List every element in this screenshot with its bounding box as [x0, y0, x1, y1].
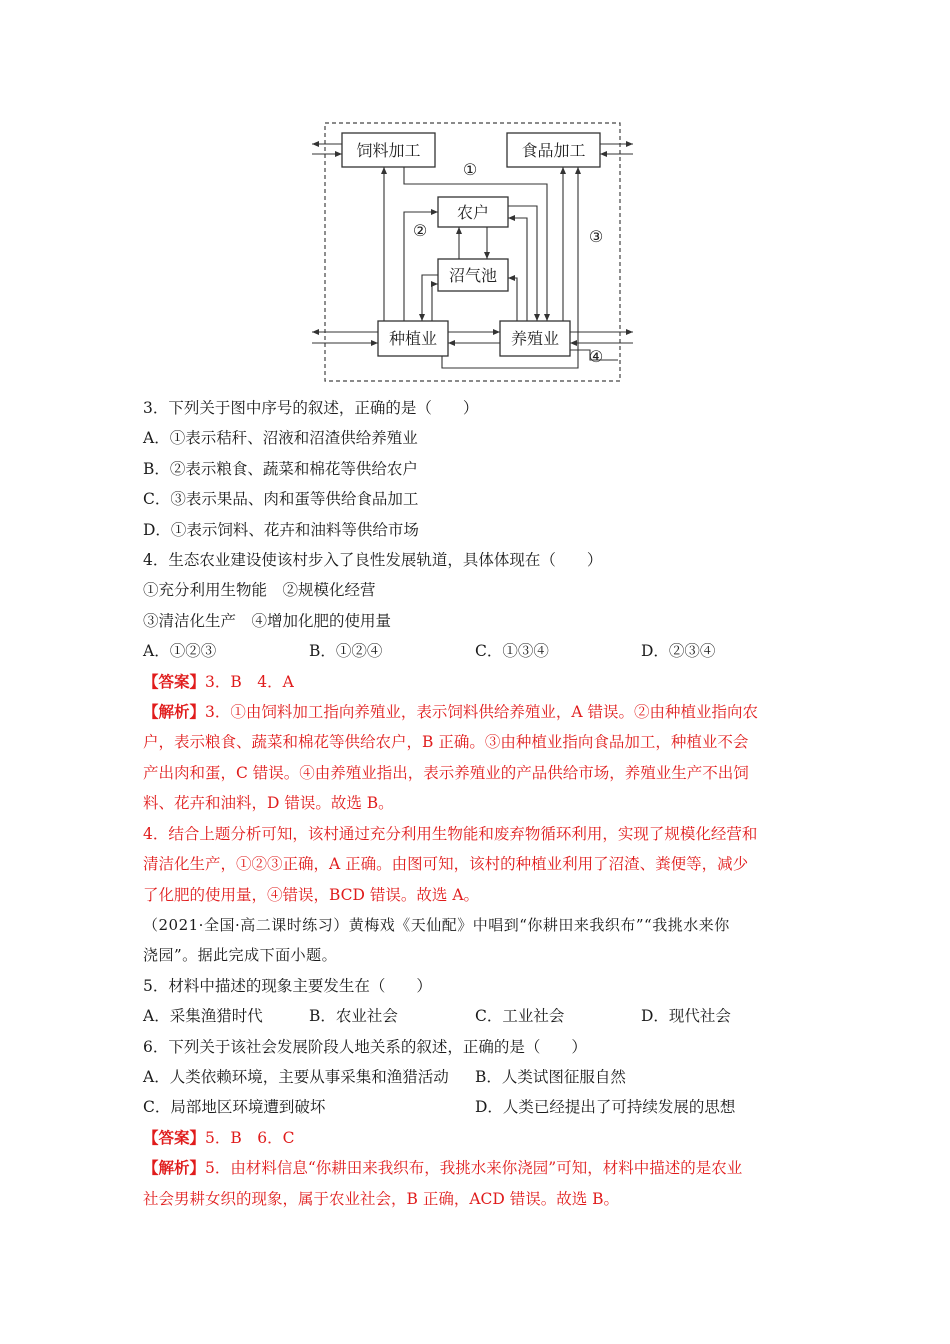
- analysis-3-line-4: 料、花卉和油料，D 错误。故选 B。: [143, 794, 394, 813]
- marker-4: ④: [588, 347, 604, 366]
- analysis-tag-2: 【解析】: [143, 1158, 206, 1178]
- q6-option-a: A．人类依赖环境，主要从事采集和渔猎活动: [143, 1067, 449, 1086]
- q4-option-d: D．②③④: [641, 642, 716, 661]
- q3-option-d: D．①表示饲料、花卉和油料等供给市场: [143, 520, 419, 539]
- answer-block-2: [143, 1123, 823, 1153]
- q4-stem: 4．生态农业建设使该村步入了良性发展轨道，具体体现在（ ）: [143, 551, 603, 570]
- q3-stem: 3．下列关于图中序号的叙述，正确的是（ ）: [143, 399, 479, 417]
- marker-3: ③: [588, 227, 604, 246]
- analysis-5-line-1: [143, 1153, 823, 1183]
- analysis-5-text-1: 5．由材料信息“你耕田来我织布，我挑水来你浇园”可知，材料中描述的是农业: [205, 1159, 743, 1178]
- q4-option-c: C．①③④: [475, 642, 549, 661]
- source-line-2: 浇园”。据此完成下面小题。: [143, 946, 338, 965]
- q4-items-line-1: ①充分利用生物能 ②规模化经营: [143, 581, 376, 600]
- q4-items-line-2: ③清洁化生产 ④增加化肥的使用量: [143, 611, 392, 630]
- breeding-label: 养殖业: [510, 329, 560, 348]
- question-content: [143, 393, 823, 1214]
- q4-option-a: A．①②③: [143, 642, 217, 661]
- analysis-3-line-1: [143, 697, 823, 727]
- analysis-3-line-2: 户，表示粮食、蔬菜和棉花等供给农户，B 正确。③由种植业指向食品加工，种植业不会: [143, 733, 749, 752]
- biogas-pit-label: 沼气池: [448, 266, 498, 285]
- planting-label: 种植业: [388, 329, 438, 348]
- feed-processing-label: 饲料加工: [356, 141, 421, 160]
- q5-option-a: A．采集渔猎时代: [143, 1007, 263, 1026]
- analysis-4-line-1: 4．结合上题分析可知，该村通过充分利用生物能和废弃物循环利用，实现了规模化经营和: [143, 824, 758, 843]
- q5-options: [143, 1001, 823, 1031]
- q6-stem: 6．下列关于该社会发展阶段人地关系的叙述，正确的是（ ）: [143, 1037, 587, 1056]
- analysis-4-line-3: 了化肥的使用量，④错误，BCD 错误。故选 A。: [143, 885, 480, 904]
- q3-option-c: C．③表示果品、肉和蛋等供给食品加工: [143, 490, 419, 509]
- answer-tag: 【答案】: [143, 671, 206, 691]
- q6-option-d: D．人类已经提出了可持续发展的思想: [475, 1098, 736, 1117]
- q5-option-b: B．农业社会: [309, 1007, 398, 1026]
- analysis-3-line-3: 产出肉和蛋，C 错误。④由养殖业指出，表示养殖业的产品供给市场，养殖业生产不出饲: [143, 763, 749, 782]
- analysis-tag: 【解析】: [143, 702, 206, 722]
- q3-option-b: B．②表示粮食、蔬菜和棉花等供给农户: [143, 459, 418, 478]
- analysis-5-line-2: 社会男耕女织的现象，属于农业社会，B 正确，ACD 错误。故选 B。: [143, 1189, 620, 1208]
- eco-agriculture-diagram: [300, 118, 645, 386]
- answer-tag-2: 【答案】: [143, 1127, 206, 1147]
- food-processing-label: 食品加工: [521, 141, 586, 160]
- q6-option-c: C．局部地区环境遭到破坏: [143, 1098, 326, 1117]
- q6-option-b: B．人类试图征服自然: [475, 1067, 626, 1086]
- marker-2: ②: [412, 221, 428, 240]
- answer-text-2: 5．B 6．C: [205, 1128, 295, 1147]
- q5-stem: 5．材料中描述的现象主要发生在（ ）: [143, 976, 432, 995]
- marker-1: ①: [462, 160, 478, 179]
- answer-block-1: [143, 667, 823, 697]
- q6-options-row-2: [143, 1092, 823, 1122]
- analysis-4-line-2: 清洁化生产，①②③正确，A 正确。由图可知，该村的种植业利用了沼渣、粪便等，减少: [143, 855, 749, 874]
- q4-option-b: B．①②④: [309, 642, 383, 661]
- q4-options: [143, 636, 823, 666]
- q3-option-a: A．①表示秸秆、沼液和沼渣供给养殖业: [143, 429, 418, 448]
- q5-option-c: C．工业社会: [475, 1007, 565, 1026]
- q6-options-row-1: [143, 1062, 823, 1092]
- analysis-3-text-1: 3．①由饲料加工指向养殖业，表示饲料供给养殖业，A 错误。②由种植业指向农: [205, 703, 759, 722]
- farm-household-label: 农户: [456, 203, 490, 222]
- q5-option-d: D．现代社会: [641, 1007, 731, 1026]
- answer-text: 3．B 4．A: [205, 672, 294, 691]
- source-line-1: （2021·全国·高二课时练习）黄梅戏《天仙配》中唱到“你耕田来我织布”“我挑水来你: [143, 915, 730, 934]
